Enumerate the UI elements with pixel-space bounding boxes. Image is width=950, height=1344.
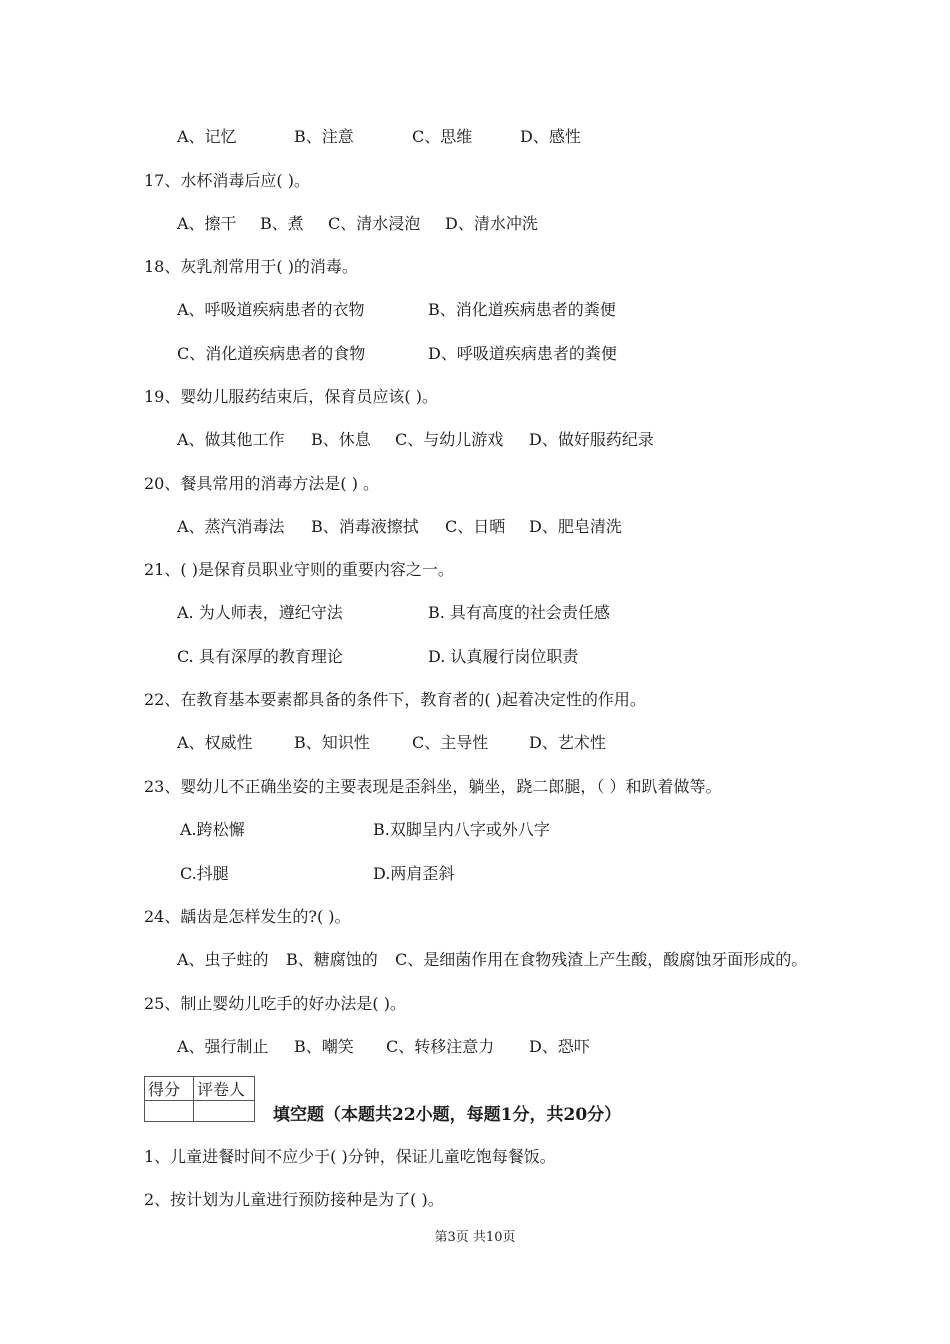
score-header: 得分 [145, 1077, 194, 1101]
q16-option-d: D、感性 [520, 127, 581, 146]
q16-option-a: A、记忆 [177, 127, 237, 146]
q22-option-b: B、知识性 [294, 733, 370, 752]
q20-option-a: A、蒸汽消毒法 [177, 517, 285, 536]
grader-cell[interactable] [194, 1101, 255, 1122]
q20-stem: 20、餐具常用的消毒方法是( ) 。 [144, 474, 380, 493]
q23-option-b: B.双脚呈内八字或外八字 [373, 820, 550, 839]
q23-stem: 23、婴幼儿不正确坐姿的主要表现是歪斜坐，躺坐，跷二郎腿，（ ）和趴着做等。 [144, 777, 722, 796]
q22-option-a: A、权威性 [177, 733, 253, 752]
q25-stem: 25、制止婴幼儿吃手的好办法是( )。 [144, 994, 406, 1013]
q17-option-d: D、清水冲洗 [445, 214, 538, 233]
grader-header: 评卷人 [194, 1077, 255, 1101]
q25-option-a: A、强行制止 [177, 1037, 269, 1056]
q17-option-b: B、煮 [260, 214, 304, 233]
q20-option-d: D、肥皂清洗 [529, 517, 622, 536]
q20-option-c: C、日晒 [445, 517, 506, 536]
score-table [144, 1076, 255, 1122]
q21-stem: 21、( )是保育员职业守则的重要内容之一。 [144, 560, 454, 579]
q17-option-c: C、清水浸泡 [328, 214, 421, 233]
q23-option-d: D.两肩歪斜 [373, 864, 455, 883]
q21-option-d: D. 认真履行岗位职责 [428, 647, 579, 666]
q24-stem: 24、龋齿是怎样发生的?( )。 [144, 907, 351, 926]
q17-option-a: A、擦干 [177, 214, 237, 233]
q18-option-b: B、消化道疾病患者的粪便 [428, 300, 616, 319]
q21-option-c: C. 具有深厚的教育理论 [177, 647, 343, 666]
q21-option-b: B. 具有高度的社会责任感 [428, 603, 610, 622]
q19-option-c: C、与幼儿游戏 [395, 430, 504, 449]
q19-stem: 19、婴幼儿服药结束后，保育员应该( )。 [144, 387, 438, 406]
q18-option-a: A、呼吸道疾病患者的衣物 [177, 300, 365, 319]
q17-stem: 17、水杯消毒后应( )。 [144, 171, 310, 190]
q24-option-b: B、糖腐蚀的 [286, 950, 378, 969]
score-cell[interactable] [145, 1101, 194, 1122]
q19-option-d: D、做好服药纪录 [529, 430, 654, 449]
q18-stem: 18、灰乳剂常用于( )的消毒。 [144, 257, 358, 276]
section-title: 填空题（本题共22小题，每题1分，共20分） [273, 1105, 622, 1125]
page-footer: 第3页 共10页 [434, 1230, 516, 1245]
q25-option-d: D、恐吓 [529, 1037, 590, 1056]
q22-stem: 22、在教育基本要素都具备的条件下，教育者的( )起着决定性的作用。 [144, 690, 646, 709]
q16-option-c: C、思维 [412, 127, 473, 146]
fill-q1: 1、儿童进餐时间不应少于( )分钟，保证儿童吃饱每餐饭。 [144, 1147, 556, 1166]
q25-option-c: C、转移注意力 [386, 1037, 495, 1056]
q24-option-c: C、是细菌作用在食物残渣上产生酸，酸腐蚀牙面形成的。 [395, 950, 808, 969]
q20-option-b: B、消毒液擦拭 [311, 517, 419, 536]
q18-option-d: D、呼吸道疾病患者的粪便 [428, 344, 617, 363]
q23-option-a: A.跨松懈 [180, 820, 245, 839]
q23-option-c: C.抖腿 [180, 864, 229, 883]
q16-option-b: B、注意 [294, 127, 354, 146]
q19-option-b: B、休息 [311, 430, 371, 449]
q18-option-c: C、消化道疾病患者的食物 [177, 344, 366, 363]
q21-option-a: A. 为人师表，遵纪守法 [177, 603, 343, 622]
q19-option-a: A、做其他工作 [177, 430, 285, 449]
q22-option-d: D、艺术性 [529, 733, 606, 752]
q22-option-c: C、主导性 [412, 733, 489, 752]
q25-option-b: B、嘲笑 [294, 1037, 354, 1056]
fill-q2: 2、按计划为儿童进行预防接种是为了( )。 [144, 1190, 444, 1209]
q24-option-a: A、虫子蛀的 [177, 950, 269, 969]
